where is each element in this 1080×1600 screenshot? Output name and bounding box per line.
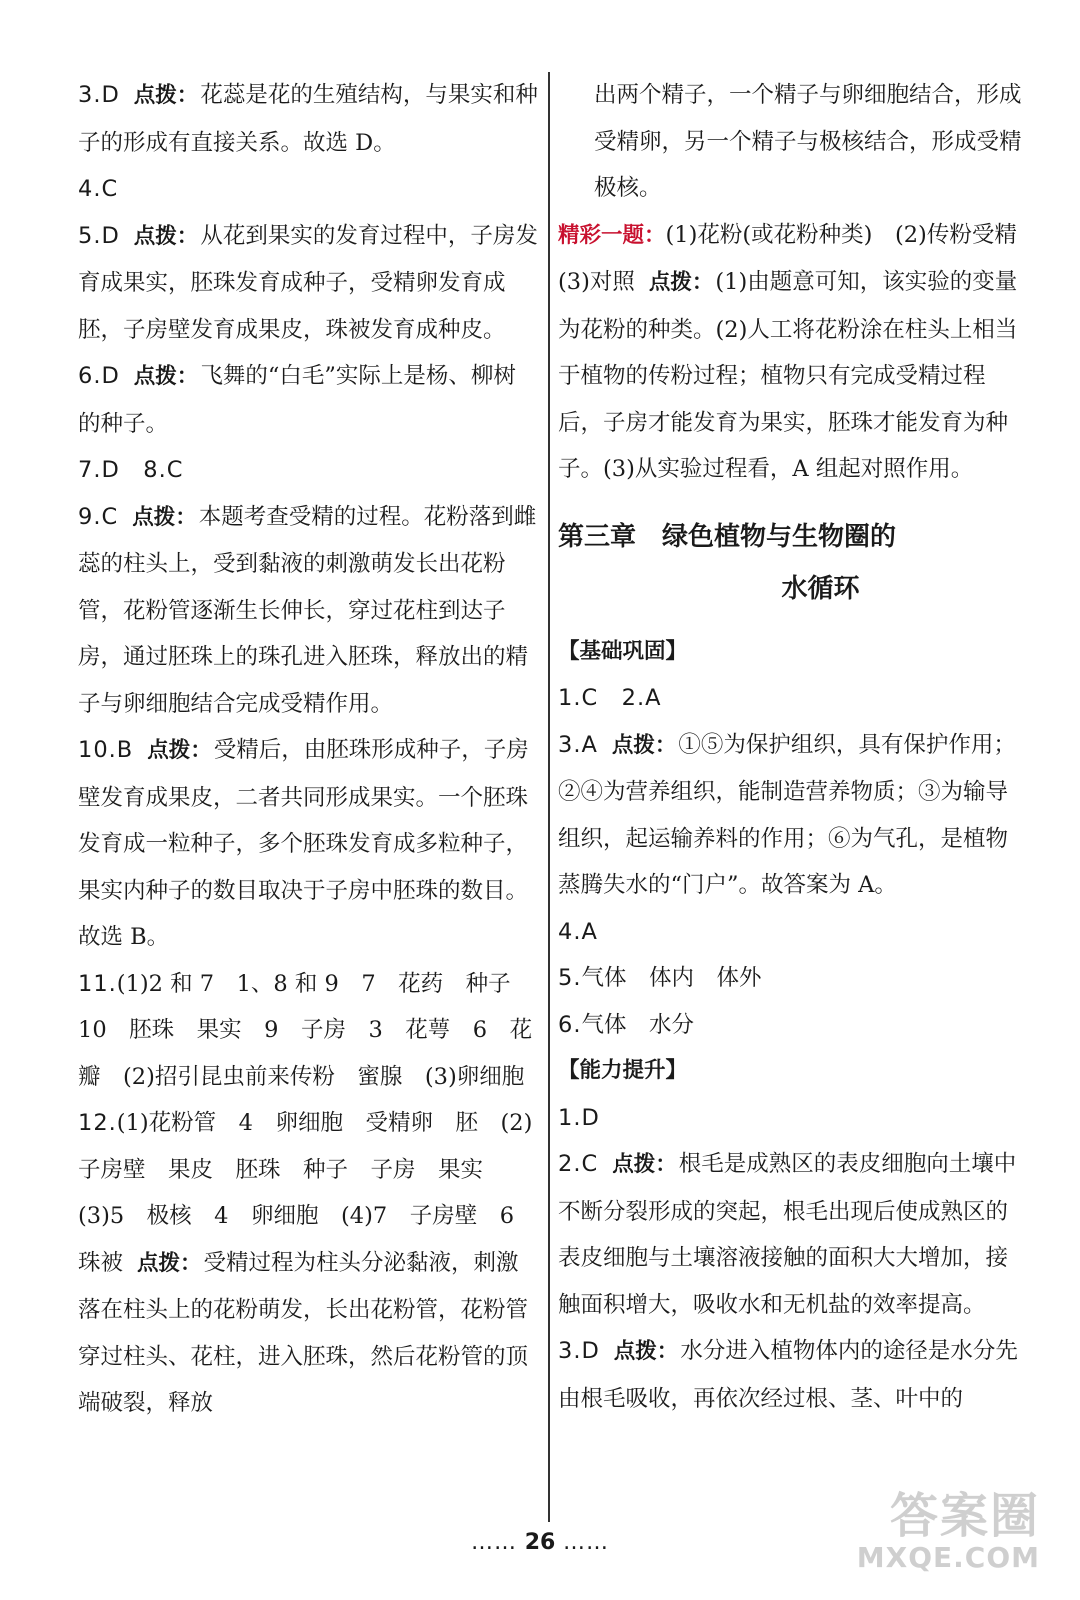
column-divider xyxy=(548,72,550,1522)
answer-item: 10.B 点拨：受精后，由胚珠形成种子，子房壁发育成果皮，二者共同形成果实。一个胚珠发育成一粒种子，多个胚珠发育成多粒种子，果实内种子的数目取决于子房中胚珠的数目。故选 B。 xyxy=(78,737,529,950)
answer-item: 4.A xyxy=(558,918,598,945)
answer-item: 3.D 点拨：花蕊是花的生殖结构，与果实和种子的形成有直接关系。故选 D。 xyxy=(78,82,538,156)
answer-item: 6.D 点拨：飞舞的“白毛”实际上是杨、柳树的种子。 xyxy=(78,363,516,437)
answer-item: 1.C 2.A xyxy=(558,685,662,711)
page-footer: …… 26 …… xyxy=(471,1530,609,1555)
answer-item: 7.D 8.C xyxy=(78,457,184,483)
answer-item: 3.D 点拨：水分进入植物体内的途径是水分先由根毛吸收，再依次经过根、茎、叶中的 xyxy=(558,1338,1018,1412)
answer-item: 12.(1)花粉管 4 卵细胞 受精卵 胚 (2)子房壁 果皮 胚珠 种子 子房 果实 (3)5 极核 4 卵细胞 (4)7 子房壁 6 珠被 点拨：受精过程为柱头分泌黏液，刺激落在柱头上的花粉萌发，长出花粉管，花粉管穿过柱头、花柱，进入胚珠，然后花粉管的顶端破裂，释放 xyxy=(78,1110,537,1416)
page-number: 26 xyxy=(524,1530,556,1555)
section-ability-heading: 【能力提升】 xyxy=(558,1058,688,1083)
chapter-title: 第三章 绿色植物与生物圈的 水循环 xyxy=(558,521,897,604)
section-basic-heading: 【基础巩固】 xyxy=(558,638,688,664)
answer-item: 11.(1)2 和 7 1、8 和 9 7 花药 种子 10 胚珠 果实 9 子房 3 花萼 6 花瓣 (2)招引昆虫前来传粉 蜜腺 (3)卵细胞 xyxy=(78,970,534,1090)
answer-item: 5.D 点拨：从花到果实的发育过程中，子房发育成果实，胚珠发育成种子，受精卵发育成胚，子房壁发育成果皮，珠被发育成种皮。 xyxy=(78,222,538,343)
right-column xyxy=(558,72,1040,1422)
highlight-question: 精彩一题：(1)花粉(或花粉种类) (2)传粉受精 (3)对照 点拨：(1)由题意可知，该实验的变量为花粉的种类。(2)人工将花粉涂在柱头上相当于植物的传粉过程；植物只有完成受精过程后，子房才能发育为果实，胚珠才能发育为种子。(3)从实验过程看，A 组起对照作用。 xyxy=(558,221,1040,482)
answer-item: 2.C 点拨：根毛是成熟区的表皮细胞向土壤中不断分裂形成的突起，根毛出现后使成熟区的表皮细胞与土壤溶液接触的面积大大增加，接触面积增大，吸收水和无机盐的效率提高。 xyxy=(558,1151,1017,1318)
answer-item: 6.气体 水分 xyxy=(558,1011,694,1038)
watermark-logo: 答案圈 MXQE.COM xyxy=(856,1488,1040,1574)
answer-item: 5.气体 体内 体外 xyxy=(558,965,762,991)
answer-item: 3.A 点拨：①⑤为保护组织，具有保护作用；②④为营养组织，能制造营养物质；③为输导组织，起运输养料的作用；⑥为气孔，是植物蒸腾失水的“门户”。故答案为 A。 xyxy=(558,731,1016,898)
answer-item: 9.C 点拨：本题考查受精的过程。花粉落到雌蕊的柱头上，受到黏液的刺激萌发长出花粉管，花粉管逐渐生长伸长，穿过花柱到达子房，通过胚珠上的珠孔进入胚珠，释放出的精子与卵细胞结合完成受精作用。 xyxy=(78,503,537,717)
continued-text: 出两个精子，一个精子与卵细胞结合，形成受精卵，另一个精子与极核结合，形成受精极核。 xyxy=(594,82,1022,201)
left-column xyxy=(78,72,538,1427)
answer-item: 4.C xyxy=(78,176,119,202)
answer-item: 1.D xyxy=(558,1104,600,1131)
